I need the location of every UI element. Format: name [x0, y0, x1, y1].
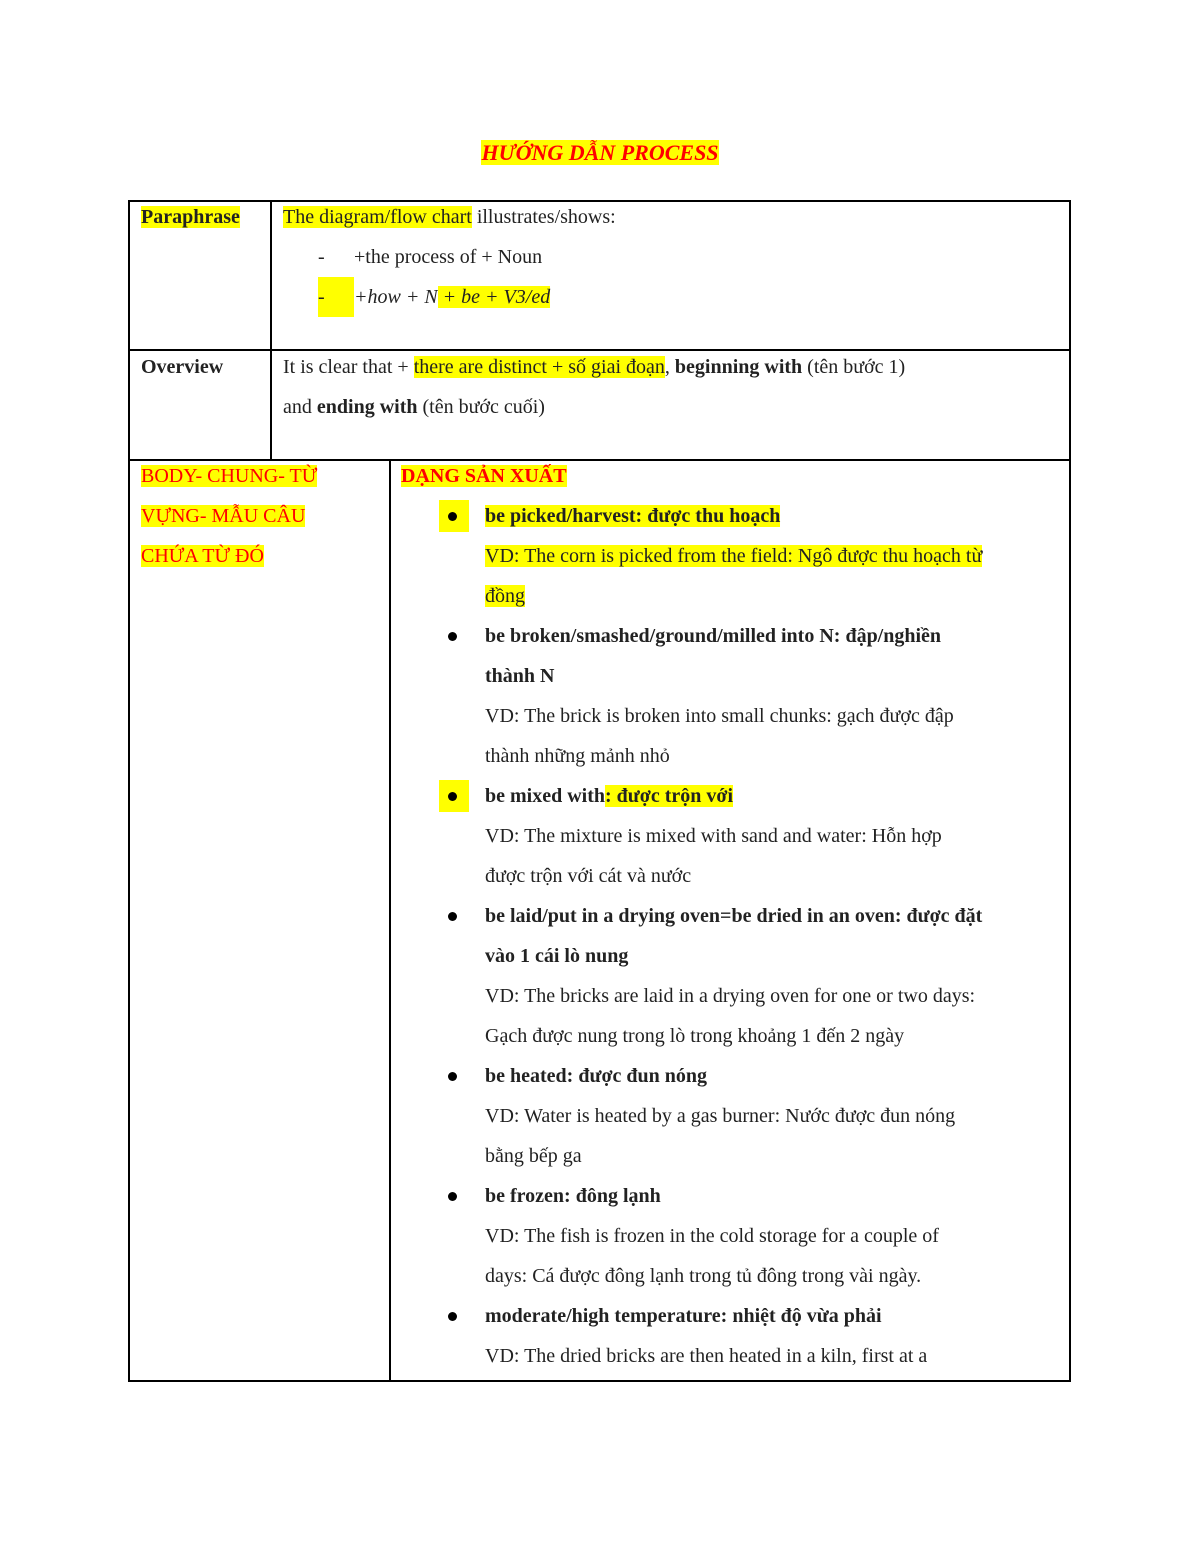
- overview-content: [283, 347, 1063, 427]
- body-heading: DẠNG SẢN XUẤT: [401, 465, 567, 487]
- bullet-icon: [448, 632, 457, 641]
- overview-line-1: It is clear that + there are distinct + số giai đoạn, beginning with (tên bước 1): [283, 356, 906, 378]
- bullet-icon: [448, 912, 457, 921]
- body-content: DẠNG SẢN XUẤT be picked/harvest: được thu hoạch VD: The corn is picked from the field: Ngô được thu hoạch từ đồng be broken/smashed/ground/milled into N: đập/nghiền thành N VD: The brick is broken into small chunks: gạch được đập thành những mảnh nhỏ be mixed with: được trộn với VD: The mixture is mixed with sand and water: Hỗn hợp được trộn với cát và nước be laid/put in a drying oven=be dried in an oven: được đặt vào 1 cái lò nung VD: The bricks are laid in a drying oven for one or two days: Gạch được nung trong lò trong khoảng 1 đến 2 ngày be heated: được đun nóng VD: Water is heated by a gas burner: Nước được đun nóng bằng bếp ga be frozen: đông lạnh VD: The fish is frozen in the cold storage for a couple of days: Cá được đông lạnh trong tủ đông trong vài ngày. moderate/high temperature: nhiệt độ vừa phải VD: The dried bricks are then heated in a kiln, first at a: [401, 456, 1065, 1376]
- list-item: be frozen: đông lạnh: [401, 1176, 1065, 1216]
- list-item: be laid/put in a drying oven=be dried in an oven: được đặt: [401, 896, 1065, 936]
- list-item: be mixed with: được trộn với: [401, 776, 1065, 816]
- list-item: moderate/high temperature: nhiệt độ vừa phải: [401, 1296, 1065, 1336]
- paraphrase-content: [283, 197, 1063, 317]
- table-border-right: [1069, 200, 1071, 1382]
- paraphrase-label: Paraphrase: [141, 206, 240, 228]
- list-item: be heated: được đun nóng: [401, 1056, 1065, 1096]
- body-label: BODY- CHUNG- TỪ VỰNG- MẪU CÂU CHỨA TỪ ĐÓ: [141, 465, 318, 567]
- bullet-icon: [439, 780, 469, 812]
- paraphrase-intro: The diagram/flow chart illustrates/shows:: [283, 206, 616, 228]
- list-item: be broken/smashed/ground/milled into N: đập/nghiền: [401, 616, 1065, 656]
- table-divider-top: [270, 200, 272, 460]
- paraphrase-item-1: - +the process of + Noun: [318, 246, 543, 268]
- page-title: HƯỚNG DẪN PROCESS: [481, 140, 719, 165]
- overview-line-2: and ending with (tên bước cuối): [283, 396, 545, 418]
- table-border-bottom: [128, 1380, 1071, 1382]
- list-item: be picked/harvest: được thu hoạch: [401, 496, 1065, 536]
- bullet-icon: [448, 1072, 457, 1081]
- bullet-icon: [448, 1312, 457, 1321]
- overview-label: Overview: [141, 356, 224, 378]
- bullet-icon: [439, 500, 469, 532]
- table-divider-body: [389, 459, 391, 1381]
- table-border-left: [128, 200, 130, 1382]
- paraphrase-item-2: - +how + N + be + V3/ed: [283, 277, 1063, 317]
- bullet-icon: [448, 1192, 457, 1201]
